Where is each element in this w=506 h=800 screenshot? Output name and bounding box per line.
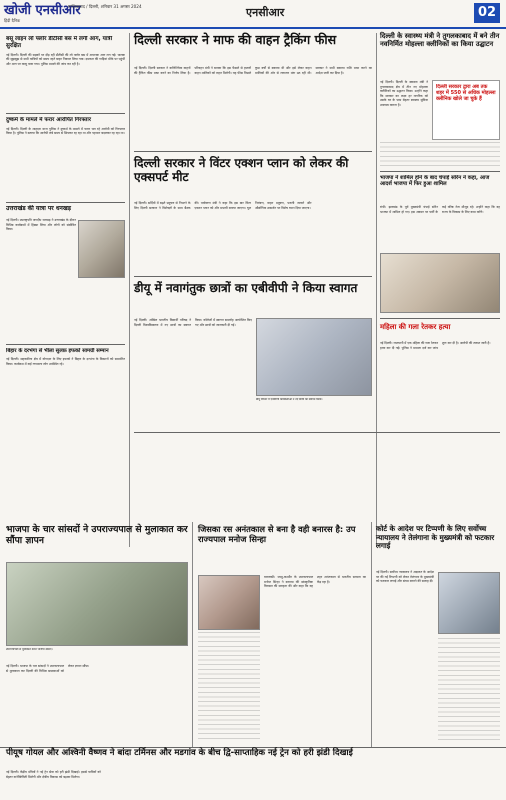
headline: पीयूष गोयल और अश्विनी वैष्णव ने बांदा टर्मिनस और मडगांव के बीच द्वि-साप्ताहिक नई ट्रेन को हरी झंडी दिखाई [6, 748, 353, 758]
story-title: उत्तराखंड की यात्रा पर धनखड़ [6, 205, 71, 212]
story-body: नई दिल्ली। अखिल भारतीय विद्यार्थी परिषद ने दिल्ली विश्वविद्यालय में नए छात्रों का स्वागत किया। कॉलेजों में स्वागत समारोह आयोजित किए गए और छात्रों को जानकारी दी गई। [134, 318, 252, 327]
column-divider [129, 33, 130, 547]
story-body: नई दिल्ली। दिल्ली की सड़कों पर दौड़ रही डीटीसी की लो फ्लोर बस में अचानक आग लग गई। चालक की सूझबूझ से सभी यात्रियों को समय रहते बाहर निकाल लिया गया। दमकल की गाड़ियां मौके पर पहुंचीं और आग पर काबू पाया गया। पुलिस मामले की जांच कर रही है। [6, 52, 125, 66]
pull-quote: दिल्ली सरकार द्वारा अब तक शहर में 550 से अधिक मोहल्ला क्लीनिक खोले जा चुके हैं [436, 84, 496, 102]
text-continuation [198, 632, 260, 742]
story-body: नई दिल्ली। दिल्ली के शाहदरा थाना पुलिस ने दुष्कर्म के मामले में फरार चल रहे आरोपी को गिरफ्तार किया है। पुलिस ने बताया कि आरोपी लंबे समय से छिपकर रह रहा था और पहचान बदलकर रह रहा था। [6, 126, 125, 136]
story-title: बिहार के दरभंगा से भीला सुलफ़ इफको सामग्री सम्मान [6, 348, 109, 354]
story-manoj-body-left [198, 632, 260, 742]
photo-champai [380, 253, 500, 313]
column-divider [192, 522, 193, 747]
divider [134, 151, 372, 152]
story-winter-plan-body [134, 201, 372, 271]
story-winter-plan-head [134, 157, 372, 197]
headline: डीयू में नवागंतुक छात्रों का एबीवीपी ने किया स्वागत [134, 281, 358, 295]
story-body: वाराणसी। जम्मू-कश्मीर के उपराज्यपाल मनोज सिन्हा ने बनारस की सांस्कृतिक विरासत की सराहना की और कहा कि यह शहर अनंतकाल से भारतीय सभ्यता का केंद्र रहा है। [264, 575, 366, 589]
story-left-2 [6, 117, 125, 195]
story-body: रांची। झारखंड के पूर्व मुख्यमंत्री चंपाई सोरेन भाजपा में शामिल हो गए। इस अवसर पर पार्टी के कई वरिष्ठ नेता मौजूद रहे। उन्होंने कहा कि वह राज्य के विकास के लिए काम करेंगे। [380, 205, 500, 214]
story-murder-body [380, 341, 500, 491]
story-clinics-head [380, 33, 500, 77]
story-body: नई दिल्ली। उपराष्ट्रपति जगदीप धनखड़ ने उत्तराखंड के दौरान विभिन्न कार्यक्रमों में हिस्सा लिया और लोगों को संबोधित किया। [6, 218, 76, 232]
caption-mps [6, 648, 188, 662]
headline: महिला की गला रेतकर हत्या [380, 323, 451, 331]
story-manoj-body [264, 575, 366, 742]
divider [6, 202, 125, 203]
divider [134, 276, 372, 277]
section-label: एनसीआर [246, 6, 285, 19]
pull-quote-box [432, 80, 500, 140]
story-sc-head [376, 525, 500, 565]
story-vehicle-fee-body [134, 66, 372, 146]
story-body: नई दिल्ली। दिल्ली के स्वास्थ्य मंत्री ने तुगलकाबाद क्षेत्र में तीन नए मोहल्ला क्लीनिकों का उद्घाटन किया। उन्होंने कहा कि सरकार का लक्ष्य हर नागरिक को उसके घर के पास बेहतर स्वास्थ्य सुविधा उपलब्ध कराना है। [380, 80, 428, 107]
divider [134, 432, 500, 433]
caption-du [256, 398, 372, 418]
group-photo [381, 254, 499, 312]
caption: उपराज्यपाल से मुलाकात करते भाजपा सांसद। [6, 648, 53, 651]
headline: जिसका रस अनंतकाल से बना है वही बनारस है: उप राज्यपाल मनोज सिन्हा [198, 524, 356, 544]
story-du-head [134, 282, 372, 316]
story-manoj-head [198, 525, 366, 559]
text-continuation [380, 142, 500, 166]
portrait-image [79, 221, 124, 277]
story-left-3-body [6, 218, 76, 338]
column-divider [371, 522, 372, 747]
divider [6, 113, 125, 114]
divider [380, 171, 500, 172]
headline: दिल्ली सरकार ने विंटर एक्शन प्लान को लेकर की एक्सपर्ट मीट [134, 156, 349, 184]
brand-name: खोजी एनसीआर [4, 3, 81, 18]
story-mps-body [6, 664, 188, 742]
brand-subtitle: हिंदी दैनिक [4, 18, 21, 23]
headline: दिल्ली के स्वास्थ्य मंत्री ने तुगलकाबाद में बने तीन नवनिर्मित मोहल्ला क्लीनिकों का किया उद्घाटन [380, 32, 500, 48]
story-body: नई दिल्ली। भाजपा के चार सांसदों ने उपराज्यपाल से मुलाकात कर दिल्ली की विभिन्न समस्याओं को लेकर ज्ञापन सौंपा। [6, 664, 90, 673]
column-divider [376, 33, 377, 547]
headline: भाजपा के चार सांसदों ने उपराज्यपाल से मुलाकात कर सौंपा ज्ञापन [6, 524, 188, 546]
story-body: नई दिल्ली। सर्वोच्च न्यायालय ने अदालत के आदेश पर की गई टिप्पणी को लेकर तेलंगाना के मुख्यमंत्री को फटकार लगाई और संयम बरतने की सलाह दी। [376, 570, 434, 584]
story-title: बसू लाइन लो फ्लोर डीटीसी बस में लगी आग, यात्री सुरक्षित [6, 36, 113, 49]
meeting-photo [7, 563, 187, 645]
story-body: नई दिल्ली। दिल्ली सरकार ने वाणिज्यिक वाहनों की ट्रैकिंग फीस माफ करने का निर्णय लिया है। परिवहन मंत्री ने बताया कि इस फैसले से हजारों वाहन मालिकों को राहत मिलेगी। यह फीस पिछले कुछ वर्षों से बकाया थी और इसे लेकर वाहन मालिकों की ओर से लगातार मांग उठ रही थी। सरकार ने सभी बकाया राशि माफ करने का आदेश जारी कर दिया है। [134, 66, 372, 75]
story-train-head [6, 749, 500, 769]
story-body: नई दिल्ली। सहकारिता क्षेत्र में योगदान के लिए इफको ने बिहार के दरभंगा के किसानों को सम्मानित किया। कार्यक्रम में कई गणमान्य लोग उपस्थित रहे। [6, 357, 125, 366]
page-number: 02 [474, 3, 500, 23]
masthead-rule [0, 27, 506, 29]
headline: दिल्ली सरकार ने माफ की वाहन ट्रैकिंग फीस [134, 32, 337, 47]
story-sc-body [376, 570, 434, 742]
story-du-body [134, 318, 252, 426]
photo-manoj [198, 575, 260, 630]
portrait-image [199, 576, 259, 629]
story-body: नई दिल्ली। राजधानी में एक महिला की गला रेतकर हत्या कर दी गई। पुलिस ने मामला दर्ज कर जांच शुरू कर दी है। आरोपी की तलाश जारी है। [380, 341, 491, 350]
story-body: नई दिल्ली। सर्दियों में बढ़ते प्रदूषण से निपटने के लिए दिल्ली सरकार ने विशेषज्ञों के साथ बैठक की। पर्यावरण मंत्री ने कहा कि इस बार विंटर एक्शन प्लान को और प्रभावी बनाया जाएगा। धूल नियंत्रण, वाहन प्रदूषण, पराली जलाने और औद्योगिक उत्सर्जन पर विशेष ध्यान दिया जाएगा। [134, 201, 312, 210]
story-train-body [6, 770, 500, 797]
students-photo [257, 319, 371, 395]
story-champai-body [380, 205, 500, 250]
court-building-photo [439, 573, 499, 633]
date-line: गाज़ियाबाद / दिल्ली, शनिवार 31 अगस्त 2024 [68, 4, 142, 9]
story-left-4 [6, 348, 125, 518]
divider [380, 318, 500, 319]
story-champai-head [380, 175, 500, 203]
text-continuation [438, 638, 500, 742]
photo-mps [6, 562, 188, 646]
photo-supreme-court [438, 572, 500, 634]
story-left-1 [6, 36, 125, 106]
story-clinics-body-continued [380, 142, 500, 166]
story-title: दुष्कर्म के मामले में फरार आरोपित गिरफ्तार [6, 117, 91, 123]
divider [6, 344, 125, 345]
headline: कोर्ट के आदेश पर टिप्पणी के लिए सर्वोच्च न्यायालय ने तेलंगाना के मुख्यमंत्री को फटकार लगाई [376, 524, 495, 550]
story-body: नई दिल्ली। केंद्रीय मंत्रियों ने नई ट्रेन सेवा को हरी झंडी दिखाई। इससे यात्रियों को बेहतर कनेक्टिविटी मिलेगी और क्षेत्रीय विकास को बढ़ावा मिलेगा। [6, 770, 101, 779]
photo-du [256, 318, 372, 396]
story-murder-head [380, 323, 500, 339]
story-vehicle-fee-head [134, 33, 372, 61]
headline: भाजपा ने शामिल होने के बाद चंपाई सोरेन ने कहा, आज आदर्श भाजपा में फिर हुआ शामिल [380, 175, 490, 188]
story-sc-body-right [438, 638, 500, 742]
photo-dhankhar [78, 220, 125, 278]
story-mps-head [6, 525, 188, 559]
caption: डीयू परिसर में एबीवीपी कार्यकर्ताओं ने नए छात्रों का स्वागत किया। [256, 398, 323, 401]
